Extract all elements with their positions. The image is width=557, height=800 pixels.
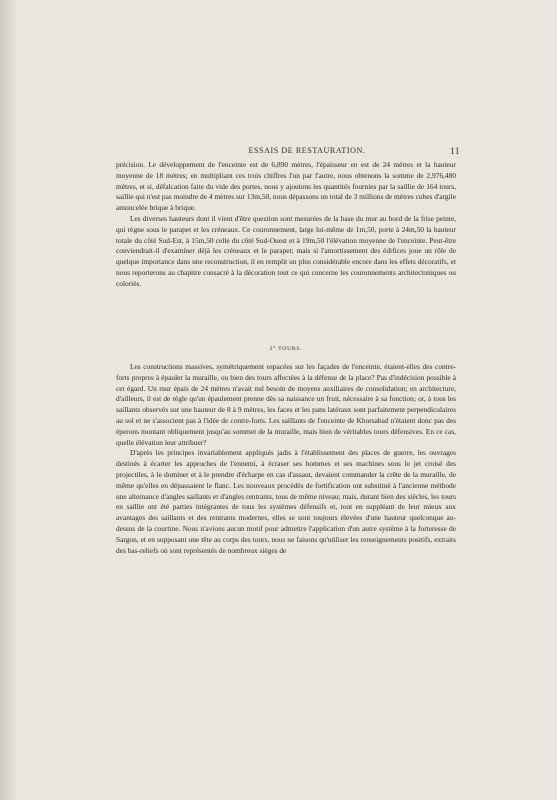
section-heading-tours: 2° TOURS.: [269, 346, 303, 352]
paragraph: Les constructions massives, symétriquement espacées sur les façades de l'enceinte, étaient-elles des contre-forts propres à épauler la muraille, ou bien des tours affectées à la défense de la place? Pas d'indécision possible à cet égard. Un mur épais de 24 mètres n'avait nul besoin de moyens auxiliaires de consolidation; en architecture, d'ailleurs, il est de règle qu'un épaulement prenne dès sa naissance un fruit, nécessaire à sa fonction; or, à tous les saillants observés sur une hauteur de 8 à 9 mètres, les faces et les pans latéraux sont parfaitement perpendiculaires au sol et ne s'associent pas à l'idée de contre-forts. Les saillants de l'enceinte de Khorsabad n'étaient donc pas des éperons montant obliquement jusqu'au sommet de la muraille, mais bien de véritables tours défensives. En ce cas, quelle élévation leur attribuer?: [116, 362, 456, 447]
paragraph: précision. Le développement de l'enceinte est de 6,890 mètres, l'épaisseur en est de 24 mètres et la hauteur moyenne de 18 mètres; en multipliant ces trois chiffres l'un par l'autre, nous obtenons la somme de 2,976,480 mètres, et si, défalcation faite du vide des portes, nous y ajoutons les quantités fournies par la saillie de 164 tours, saillie qui n'est pas moindre de 4 mètres sur 13m,50, nous dépassons un total de 3 millions de mètres cubes d'argile amoncelée brique à brique.: [116, 160, 456, 213]
page-gutter-shadow: [0, 0, 18, 800]
running-title: ESSAIS DE RESTAURATION.: [248, 146, 366, 155]
paragraph: Les diverses hauteurs dont il vient d'être question sont mesurées de la base du mur au bord de la frise peinte, qui règne sous le parapet et les créneaux. Ce couronnement, large lui-même de 1m,50, porte à 24m,50 la hauteur totale du côté Sud-Est, à 15m,50 celle du côté Sud-Ouest et à 19m,50 l'élévation moyenne de l'enceinte. Peut-être conviendrait-il d'examiner déjà les créneaux et le parapet; mais si l'amortissement des édifices joue un rôle de quelque importance dans une reconstruction, il en remplit un plus considérable encore dans les effets décoratifs, et nous reporterons au chapitre consacré à la décoration tout ce qui concerne les couronnements architectoniques ou coloriés.: [116, 213, 456, 288]
text-block-tours: [116, 362, 456, 556]
text-block-enceinte: [116, 160, 456, 290]
page-number: 11: [450, 146, 460, 156]
running-header: [114, 146, 460, 158]
paragraph: D'après les principes invariablement appliqués jadis à l'établissement des places de guerre, les ouvrages destinés à écarter les approches de l'ennemi, à écraser ses hommes et ses machines sous le jet croisé des projectiles, à le dominer et à le prendre d'écharpe en cas d'assaut, devaient commander la crête de la muraille, de même qu'elles en dépassaient le flanc. Les nouveaux procédés de fortification ont substitué à l'ancienne méthode une alternance d'angles saillants et d'angles rentrants, tous de même niveau; mais, durant bien des siècles, les tours en saillie ont été parties intégrantes de tous les systèmes défensifs et, tout en suppléant de leur mieux aux avantages des saillants et des rentrants modernes, elles se sont toujours élevées d'une hauteur quelconque au-dessus de la courtine. Nous n'avions aucun motif pour admettre l'application d'un autre système à la forteresse de Sargon, et en supposant une tête au corps des tours, nous ne faisons qu'utiliser les renseignements positifs, extraits des bas-reliefs où sont représentés de nombreux sièges de: [116, 448, 456, 555]
